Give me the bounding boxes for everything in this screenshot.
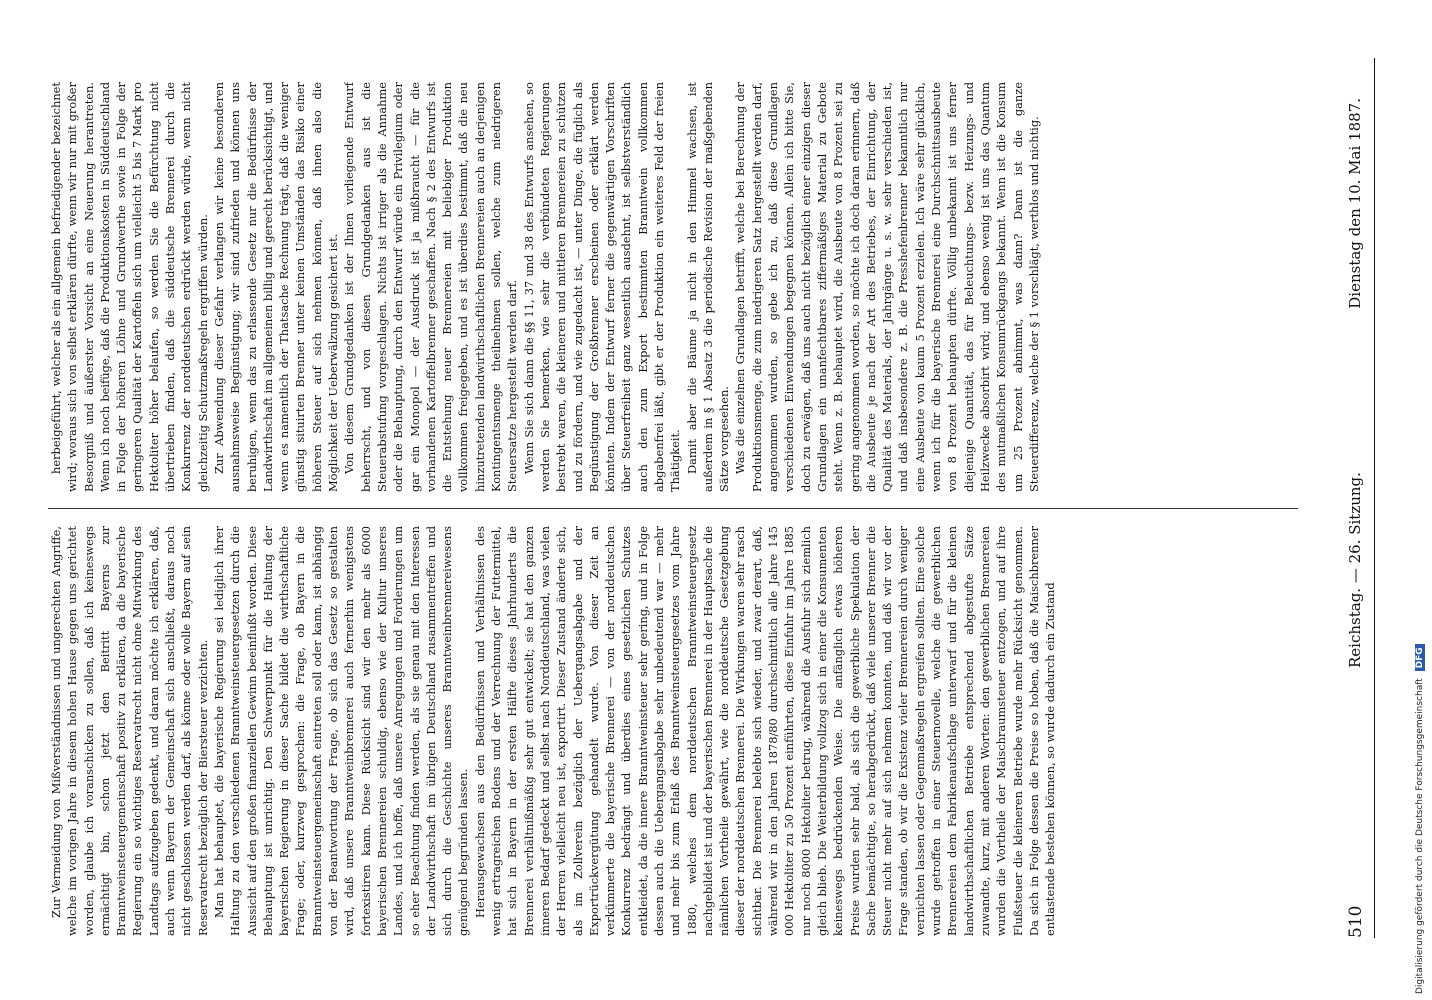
paragraph: Herausgewachsen aus den Bedürfnissen und Verhältnissen des wenig ertragreichen Bodens und der Verrechnung der Futtermittel, hat sich in Bayern in der ersten Hälfte dieses Jahrhunderts die Brennerei verhältnißmäßig sehr gut entwickelt; sie hat den ganzen inneren Bedarf gedeckt und selbst nach Norddeutschland, was vielen der Herren vielleicht neu ist, exportirt. Dieser Zustand änderte sich, als im Zollverein bezüglich der Uebergangsabgabe und der Exportrückvergütung gehandelt wurde. Von dieser Zeit an verkümmerte die bayerische Brennerei — von der norddeutschen Konkurrenz bedrängt und überdies eines gesetzlichen Schutzes entkleidet, da die innere Branntweinsteuer sehr gering, und in Folge dessen auch die Uebergangsabgabe sehr unbedeutend war — mehr und mehr bis zum Erlaß des Branntweinsteuergesetzes vom Jahre 1880, welches dem norddeutschen Branntweinsteuergesetz nachgebildet ist und der bayerischen Brennerei in der Hauptsache die nämlichen Vortheile gewährt, wie die norddeutsche Gesetzgebung dieser der norddeutschen Brennerei. Die Wirkungen waren sehr rasch sichtbar. Die Brennerei belebte sich wieder, und zwar derart, daß, während wir in den Jahren 1878/80 durchschnittlich alle Jahre 145 000 Hektoliter zu 50 Prozent einführten, diese Einfuhr im Jahre 1885 nur noch 8000 Hektoliter betrug, während die Ausfuhr sich ziemlich gleich blieb. Die Weiterbildung vollzog sich in einer die Konsumenten keineswegs bedrückenden Weise. Die anfänglich etwas höheren Preise wurden sehr bald, als sich die gewerbliche Spekulation der Sache bemächtigte, so herabgedrückt, daß viele unserer Brenner die Steuer nicht mehr auf sich nehmen konnten, und daß wir vor der Frage standen, ob wir die Existenz vieler Brennereien durch weniger vernichten lassen oder Gegenmaßregeln ergreifen sollten. Eine solche wurde getroffen in einer Steuernovelle, welche die gewerblichen Brennereien dem Fabrikenaufschlage unterwarf und für die kleinen landwirthschaftlichen Betriebe entsprechend abgestufte Sätze zuwandte, kurz, mit anderen Worten: den gewerblichen Brennereien wurden die Vortheile der Maischraumsteuer entzogen, und auf ihre Flußsteuer die kleineren Betriebe wurde mehr Rücksicht genommen. Da sich in Folge dessen die Preise so hoben, daß die Maischbrenner entlastende bestehen können, so wurde dadurch ein Zustand (472, 526, 1058, 936)
session-date: Dienstag den 10. Mai 1887. (1346, 98, 1364, 309)
paragraph: Von diesem Grundgedanken ist der Ihnen vorliegende Entwurf beherrscht, und von diesen Grundgedanken aus ist die Steuerabstufung vorgeschlagen. Nichts ist irriger als die Annahme oder die Behauptung, durch den Entwurf würde ein Privilegium oder gar ein Monopol — der Ausdruck ist ja mißbraucht — für die vorhandenen Kartoffelbrenner geschaffen. Nach § 2 des Entwurfs ist die Entstehung neuer Brennereien mit beliebiger Produktion vollkommen freigegeben, und es ist überdies bestimmt, daß die neu hinzutretenden landwirthschaftlichen Brennereien auch an derjenigen Kontingentsmenge theilnehmen sollen, welche zum niedrigeren Steuersatze hergestellt werden darf. (342, 82, 520, 492)
paragraph: Zur Vermeidung von Mißverständnissen und ungerechten Angriffe, welche im vorigen Jahre in diesem hohen Hause gegen uns gerichtet worden, glaube ich voranschicken zu sollen, daß ich keineswegs ermächtigt bin, schon jetzt den Beitritt Bayerns zur Branntweinsteuergemeinschaft positiv zu erklären, da die bayerische Regierung ein so wichtiges Reservatrecht nicht ohne Mitwirkung des Landtags aufzugeben gedenkt, und daran möchte ich erklären, daß, auch wenn Bayern der Gemeinschaft sich anschließt, daraus noch nicht geschlossen werden darf, als könne oder wolle Bayern auf sein Reservatrecht bezüglich der Biersteuer verzichten. (49, 526, 210, 936)
page-number: 510 (1346, 905, 1366, 938)
dfg-logo: DFG (1415, 644, 1425, 671)
digitization-credit (1415, 644, 1425, 994)
left-text-column (48, 526, 1298, 936)
credit-text: Digitalisierung gefördert durch die Deutsche Forschungsgemeinschaft (1415, 678, 1425, 994)
paragraph: Zur Abwendung dieser Gefahr verlangen wir keine besonderen ausnahmsweise Begünstigung; wir sind zufrieden und können uns beruhigen, wenn das zu erlassende Gesetz nur die Bedürfnisse der Landwirthschaft im allgemeinen billig und gerecht berücksichtigt, und wenn es namentlich der Thatsache Rechnung trägt, daß die weniger günstig situirten Brenner unter keinen Umständen das Risiko einer höheren Steuer auf sich nehmen können, daß ihnen also die Möglichkeit der Ueberwälzung gesichert ist. (211, 82, 341, 492)
column-divider (48, 508, 1298, 509)
running-title: Reichstag. — 26. Sitzung. (1346, 472, 1364, 668)
header-rule (1374, 58, 1375, 938)
paragraph: Wenn Sie sich dann die §§ 11, 37 und 38 des Entwurfs ansehen, so werden Sie bemerken, wie sehr die verbündeten Regierungen bestrebt waren, die kleineren und mittleren Brennereien zu schützen und zu fördern, und wie zugedacht ist, — unter Dinge, die füglich als Begünstigung der Großbrenner erscheinen oder erklärt werden könnten. Indem der Entwurf ferner die gegenwärtigen Vorschriften über Steuerfreiheit ganz wesentlich ausdehnt, ist selbstverständlich auch den zum Export bestimmten Branntwein vollkommen abgabenfrei läßt, gibt er der Produktion ein weiteres Feld der freien Thätigkeit. (521, 82, 683, 492)
paragraph: Was die einzelnen Grundlagen betrifft, welche bei Berechnung der Produktionsmenge, die zum niedrigeren Satz hergestellt werden darf, angenommen wurden, so gebe ich zu, daß diese Grundlagen verschiedenen Einwendungen begegnen können. Allein ich bitte Sie, doch zu erwägen, daß uns auch nicht bezüglich einer einzigen dieser Grundlagen ein unanfechtbares ziffermäßiges Material zu Gebote steht. Wenn z. B. behauptet wird, die Ausbeute von 8 Prozent sei zu gering angenommen worden, so möchte ich doch daran erinnern, daß die Ausbeute je nach der Art des Betriebes, der Einrichtung, der Qualität des Materials, der Jahrgänge u. s. w. sehr verschieden ist, und daß insbesondere z. B. die Presshefenbrenner bekanntlich nur eine Ausbeute von kaum 5 Prozent erzielen. Ich wäre sehr glücklich, wenn ich für die bayerische Brennerei eine Durchschnittsausbeute von 8 Prozent behaupten dürfte. Völlig unbekannt ist uns ferner diejenige Quantität, das für Beleuchtungs- bezw. Heizungs- und Heilzwecke absorbirt wird; und ebenso wenig ist uns das Quantum des mutmaßlichen Konsumrückgangs bekannt. Wenn ist die Konsum um 25 Prozent abnimmt, was dann? Dann ist die ganze Steuerdifferenz, welche der § 1 vorschlägt, werthlos und nichtig. (733, 82, 1041, 492)
paragraph: Man hat behauptet, die bayerische Regierung sei lediglich ihrer Haltung zu den verschiedenen Branntweinsteuergesetzen durch die Aussicht auf den großen finanziellen Gewinn beeinflußt worden. Diese Behauptung ist unrichtig. Den Schwerpunkt für die Haltung der bayerischen Regierung in dieser Sache bildet die wirthschaftliche Frage; oder, kurzweg gesprochen: die Frage, ob Bayern in die Branntweinsteuergemeinschaft eintreten soll oder kann, ist abhängig von der Beantwortung der Frage, ob sich das Gesetz so gestalten wird, daß unsere Branntweinbrennerei auch fernerhin wenigstens fortexistiren kann. Diese Rücksicht sind wir den mehr als 6000 bayerischen Brennereien schuldig, ebenso wie der Kultur unseres Landes, und ich hoffe, daß unsere Anregungen und Forderungen um so eher Beachtung finden werden, als sie genau mit den Interessen der Landwirthschaft im übrigen Deutschland zusammentreffen und sich durch die Geschichte unseres Branntweinbrennereiwesens genügend begründen lassen. (211, 526, 471, 936)
paragraph: Damit aber die Bäume ja nicht in den Himmel wachsen, ist außerdem in § 1 Absatz 3 die periodische Revision der maßgebenden Sätze vorgesehen. (684, 82, 732, 492)
paragraph: herbeigeführt, welcher als ein allgemein befriedigender bezeichnet wird; woraus sich von selbst erklären dürfte, wenn wir nur mit großer Besorgniß und äußerster Vorsicht an eine Neuerung herantreten. Wenn ich noch beifüge, daß die Produktionskosten in Süddeutschland in Folge der höheren Löhne und Grundwerthe sowie in Folge der geringeren Qualität der Kartoffeln sich um vielleicht 5 bis 7 Mark pro Hektoliter höher belaufen, so werden Sie die Befürchtung nicht übertrieben finden, daß die süddeutsche Brennerei durch die Konkurrenz der norddeutschen erdrückt werden würde, wenn nicht gleichzeitig Schutzmaßregeln ergriffen würden. (49, 82, 210, 492)
right-text-column (48, 82, 1298, 492)
running-header (1338, 58, 1378, 938)
